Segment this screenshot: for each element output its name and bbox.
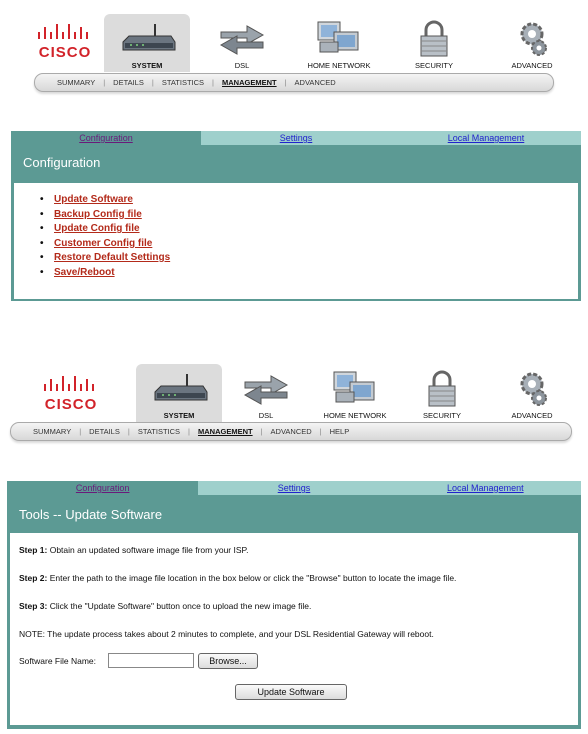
- tab-local-management[interactable]: Local Management: [390, 481, 581, 495]
- tab-local-management[interactable]: Local Management: [391, 131, 581, 145]
- nav-security-label: SECURITY: [415, 61, 453, 70]
- subnav-advanced[interactable]: ADVANCED: [294, 78, 336, 87]
- nav-home-network[interactable]: [312, 364, 398, 422]
- subnav-management[interactable]: MANAGEMENT: [222, 78, 277, 87]
- list-item: • Update Software: [40, 194, 133, 205]
- update-config-link[interactable]: Update Config file: [54, 223, 140, 234]
- note-text: NOTE: The update process takes about 2 minutes to complete, and your DSL Residential Gateway will reboot.: [19, 629, 434, 639]
- tab-settings[interactable]: Settings: [201, 131, 391, 145]
- update-software-link[interactable]: Update Software: [54, 194, 133, 205]
- nav-dsl[interactable]: [226, 364, 306, 422]
- subnav-details[interactable]: DETAILS: [113, 78, 144, 87]
- step-3-label: Step 3:: [19, 601, 48, 611]
- browse-button[interactable]: Browse...: [198, 653, 258, 669]
- computers-icon: [330, 370, 380, 406]
- nav-advanced-label: ADVANCED: [511, 61, 553, 70]
- padlock-icon: [416, 20, 452, 58]
- cisco-wordmark: CISCO: [44, 396, 98, 413]
- nav-advanced-label: ADVANCED: [511, 411, 553, 420]
- router-icon: [149, 370, 209, 406]
- tab-settings[interactable]: Settings: [198, 481, 389, 495]
- list-item: • Backup Config file: [40, 208, 142, 220]
- panel-body-2: [10, 533, 578, 725]
- list-item: • Update Config file: [40, 223, 140, 234]
- subnav-1: SUMMARY | DETAILS | STATISTICS | MANAGEMENT | ADVANCED: [34, 73, 554, 92]
- tab-configuration[interactable]: Configuration: [7, 481, 198, 495]
- file-name-input[interactable]: [108, 653, 194, 668]
- subnav-statistics[interactable]: STATISTICS: [137, 427, 181, 436]
- list-item: • Save/Reboot: [40, 266, 115, 278]
- nav-system-label: SYSTEM: [163, 411, 195, 420]
- nav-system[interactable]: [104, 14, 190, 72]
- backup-config-link[interactable]: Backup Config file: [54, 208, 142, 220]
- subnav-statistics[interactable]: STATISTICS: [161, 78, 205, 87]
- nav-advanced[interactable]: [494, 364, 570, 422]
- panel-tabs-1: [11, 131, 581, 145]
- header-1: [0, 10, 588, 115]
- step-3-text: Step 3: Click the "Update Software" button once to upload the new image file.: [19, 601, 312, 611]
- subnav-details[interactable]: DETAILS: [89, 427, 120, 436]
- update-software-panel: [7, 481, 581, 729]
- padlock-icon: [424, 370, 460, 408]
- gears-icon: [512, 20, 552, 58]
- list-item: • Restore Default Settings: [40, 252, 171, 263]
- subnav-advanced[interactable]: ADVANCED: [270, 427, 312, 436]
- cisco-bars-icon: [36, 374, 106, 396]
- restore-defaults-link[interactable]: Restore Default Settings: [54, 252, 171, 263]
- file-name-label: Software File Name:: [19, 656, 96, 666]
- nav-system-label: SYSTEM: [131, 61, 163, 70]
- step-1-text: Step 1: Obtain an updated software image file from your ISP.: [19, 545, 249, 555]
- arrows-icon: [241, 370, 291, 406]
- subnav-summary[interactable]: SUMMARY: [57, 78, 96, 87]
- list-item: • Customer Config file: [40, 237, 153, 249]
- cisco-logo: [36, 374, 106, 420]
- subnav-summary[interactable]: SUMMARY: [33, 427, 72, 436]
- config-link-list: [40, 193, 170, 280]
- page-title: Configuration: [23, 155, 101, 170]
- panel-body-1: [14, 183, 578, 299]
- header-2: [0, 360, 588, 465]
- step-1-label: Step 1:: [19, 545, 48, 555]
- nav-security-label: SECURITY: [423, 411, 461, 420]
- page-title: Tools -- Update Software: [19, 507, 163, 522]
- nav-dsl-label: DSL: [258, 411, 274, 420]
- nav-system[interactable]: [136, 364, 222, 422]
- cisco-wordmark: CISCO: [38, 44, 92, 61]
- tab-configuration[interactable]: Configuration: [11, 131, 201, 145]
- cisco-bars-icon: [30, 22, 100, 44]
- arrows-icon: [217, 20, 267, 56]
- nav-security[interactable]: [402, 364, 482, 422]
- save-reboot-link[interactable]: Save/Reboot: [54, 266, 115, 278]
- subnav-2: SUMMARY | DETAILS | STATISTICS | MANAGEMENT | ADVANCED | HELP: [10, 422, 572, 441]
- router-icon: [117, 20, 177, 56]
- step-2-text: Step 2: Enter the path to the image file location in the box below or click the "Browse" button to locate the image file.: [19, 573, 457, 583]
- gears-icon: [512, 370, 552, 408]
- nav-home-network[interactable]: [294, 14, 384, 72]
- subnav-management[interactable]: MANAGEMENT: [198, 427, 253, 436]
- nav-security[interactable]: [394, 14, 474, 72]
- nav-advanced[interactable]: [494, 14, 570, 72]
- step-2-label: Step 2:: [19, 573, 48, 583]
- nav-home-network-label: HOME NETWORK: [307, 61, 371, 70]
- configuration-panel: [11, 131, 581, 301]
- update-software-button[interactable]: Update Software: [235, 684, 347, 700]
- subnav-help[interactable]: HELP: [329, 427, 350, 436]
- cisco-logo: [30, 22, 100, 68]
- nav-dsl[interactable]: [200, 14, 284, 72]
- nav-dsl-label: DSL: [234, 61, 250, 70]
- customer-config-link[interactable]: Customer Config file: [54, 237, 153, 249]
- computers-icon: [314, 20, 364, 56]
- panel-tabs-2: [7, 481, 581, 495]
- nav-home-network-label: HOME NETWORK: [323, 411, 387, 420]
